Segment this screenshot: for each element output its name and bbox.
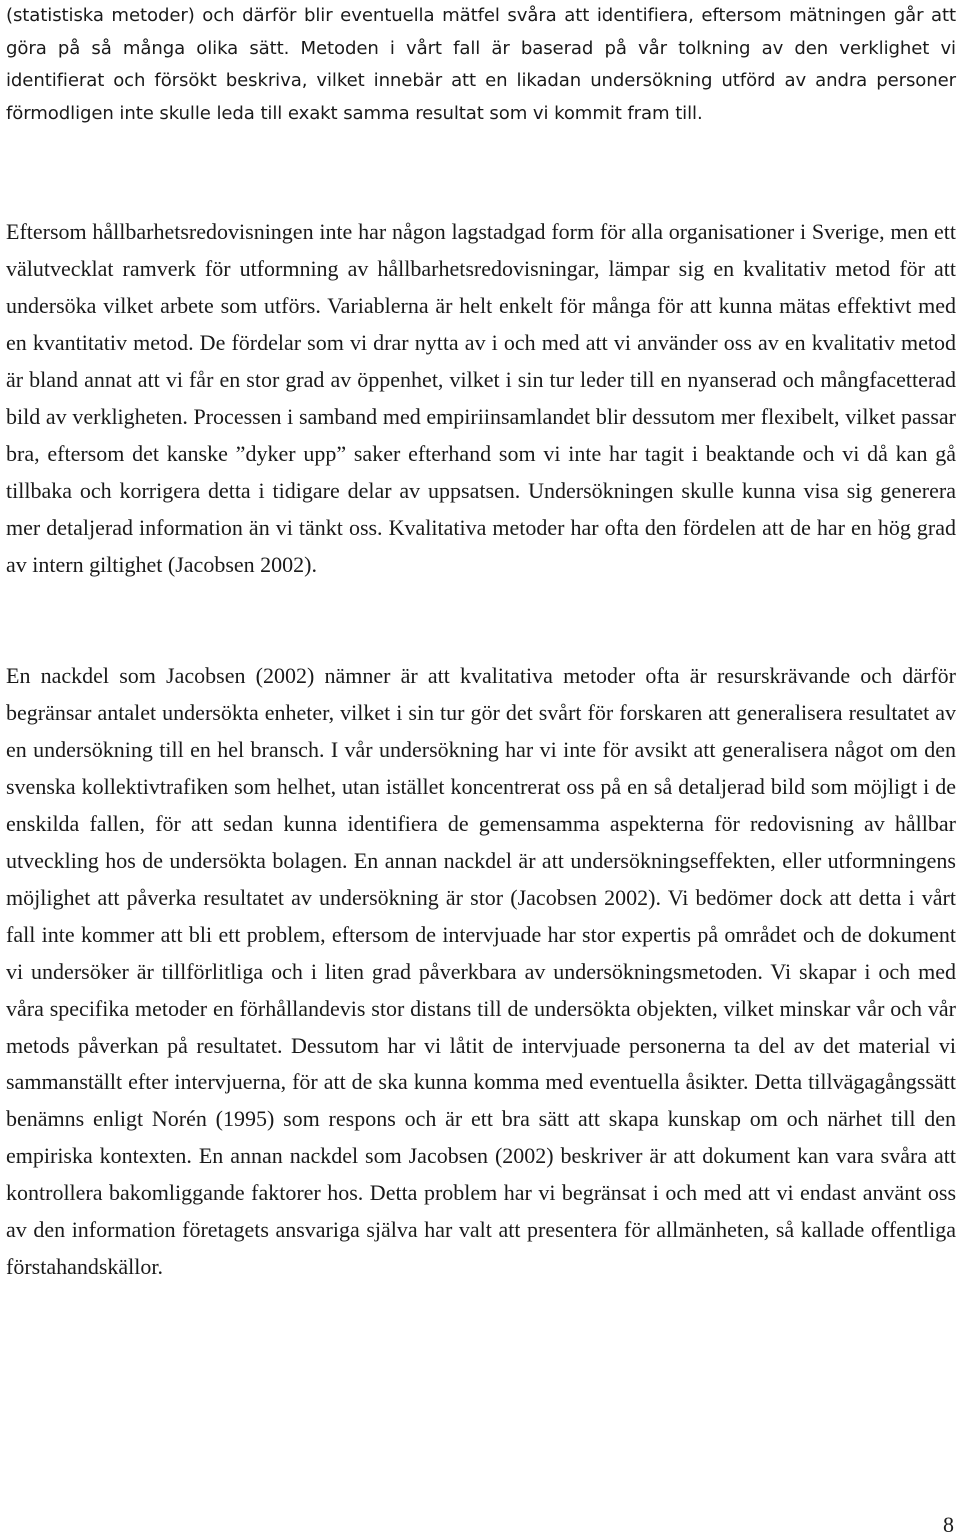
- page-number: 8: [943, 1512, 954, 1537]
- paragraph-continuation: (statistiska metoder) och därför blir eventuella mätfel svåra att identifiera, eftersom mätningen går att göra på så många olika sätt. Metoden i vårt fall är baserad på vår tolkning av den verklighet vi identifierat och försökt beskriva, vilket innebär att en likadan undersökning utförd av andra personer förmodligen inte skulle leda till exakt samma resultat som vi kommit fram till.: [6, 5, 956, 124]
- document-page: [6, 0, 956, 1280]
- paragraph-method-disadvantages: En nackdel som Jacobsen (2002) nämner är att kvalitativa metoder ofta är resurskrävande och därför begränsar antalet undersökta enheter, vilket i sin tur gör det svårt för forskaren att generalisera resultatet av en undersökning till en hel bransch. I vår undersökning har vi inte för avsikt att generalisera något om den svenska kollektivtrafiken som helhet, utan istället koncentrerat oss på en så detaljerad bild som möjligt i de enskilda fallen, för att sedan kunna identifiera de gemensamma aspekterna för redovisning av hållbar utveckling hos de undersökta bolagen. En annan nackdel är att undersökningseffekten, eller utformningens möjlighet att påverka resultatet av undersökning är stor (Jacobsen 2002). Vi bedömer dock att detta i vårt fall inte kommer att bli ett problem, eftersom de intervjuade har stor expertis på området och de dokument vi undersöker är tillförlitliga och i liten grad påverkbara av undersökningsmetoden. Vi skapar i och med våra specifika metoder en förhållandevis stor distans till de undersökta objekten, vilket minskar vår och vår metods påverkan på resultatet. Dessutom har vi låtit de intervjuade personerna ta del av det material vi sammanställt efter intervjuerna, för att de ska kunna komma med eventuella åsikter. Detta tillvägagångssätt benämns enligt Norén (1995) som respons och är ett bra sätt att skapa kunskap om och närhet till den empiriska kontexten. En annan nackdel som Jacobsen (2002) beskriver är att dokument kan vara svåra att kontrollera bakomliggande faktorer hos. Detta problem har vi begränsat i och med att vi endast använt oss av den information företagets ansvariga själva har valt att presentera för allmänheten, så kallade offentliga förstahandskällor.: [6, 663, 956, 1280]
- paragraph-method-advantages: Eftersom hållbarhetsredovisningen inte har någon lagstadgad form för alla organisationer i Sverige, men ett välutvecklat ramverk för utformning av hållbarhetsredovisningar, lämpar sig en kvalitativ metod för att undersöka vilket arbete som utförs. Variablerna är helt enkelt för många för att kunna mätas effektivt med en kvantitativ metod. De fördelar som vi drar nytta av i och med att vi använder oss av en kvalitativ metod är bland annat att vi får en stor grad av öppenhet, vilket i sin tur leder till en nyanserad och mångfacetterad bild av verkligheten. Processen i samband med empiriinsamlandet blir dessutom mer flexibelt, vilket passar bra, eftersom det kanske ”dyker upp” saker efterhand som vi inte har tagit i beaktande och vi då kan gå tillbaka och korrigera detta i tidigare delar av uppsatsen. Undersökningen skulle kunna visa sig generera mer detaljerad information än vi tänkt oss. Kvalitativa metoder har ofta den fördelen att de har en hög grad av intern giltighet (Jacobsen 2002).: [6, 219, 956, 577]
